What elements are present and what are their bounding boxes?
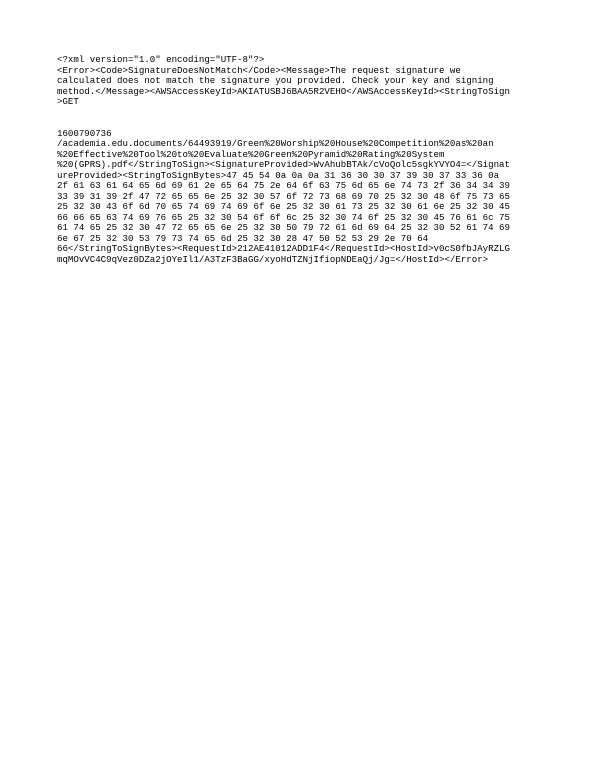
text-line: 61 74 65 25 32 30 47 72 65 65 6e 25 32 30 50 79 72 61 6d 69 64 25 32 30 52 61 74 69 <box>57 222 510 233</box>
text-line: 33 39 31 39 2f 47 72 65 65 6e 25 32 30 57 6f 72 73 68 69 70 25 32 30 48 6f 75 73 65 <box>57 190 510 202</box>
text-line: %20(GPRS).pdf</StringToSign><SignatureProvided>WvAhubBTAk/cVoQolc5sgkYVYO4=</Signat <box>57 159 510 170</box>
text-line: calculated does not match the signature you provided. Check your key and signing <box>57 75 494 86</box>
text-line <box>57 118 557 129</box>
text-line <box>57 108 557 119</box>
text-line: >GET <box>57 96 79 107</box>
text-line: <Error><Code>SignatureDoesNotMatch</Code><Message>The request signature we <box>57 64 461 76</box>
text-line: 1600790736 <box>57 127 112 139</box>
text-line: 6e 67 25 32 30 53 79 73 74 65 6d 25 32 30 28 47 50 52 53 29 2e 70 64 <box>57 232 429 244</box>
text-line: 66</StringToSignBytes><RequestId>212AE41012ADD1F4</RequestId><HostId>v0cS0fbJAyRZLG <box>57 243 510 254</box>
xml-error-text <box>57 55 557 265</box>
text-line: /academia.edu.documents/64493919/Green%20Worship%20House%20Competition%20as%20an <box>57 138 494 149</box>
text-line: %20Effective%20Tool%20to%20Evaluate%20Green%20Pyramid%20Rating%20System <box>57 148 445 160</box>
text-line: mqMOvVC4C9qVez0DZa2jOYeIl1/A3TzF3BaGG/xyoHdTZNjIfiopNDEaQj/Jg=</HostId></Error> <box>57 253 489 265</box>
text-line: 25 32 30 43 6f 6d 70 65 74 69 74 69 6f 6e 25 32 30 61 73 25 32 30 61 6e 25 32 30 45 <box>57 201 510 212</box>
text-line: <?xml version="1.0" encoding="UTF-8"?> <box>57 54 265 65</box>
text-line: ureProvided><StringToSignBytes>47 45 54 0a 0a 0a 31 36 30 30 37 39 30 37 33 36 0a <box>57 169 500 181</box>
text-line: method.</Message><AWSAccessKeyId>AKIATUSBJ6BAA5R2VEHO</AWSAccessKeyId><StringToSign <box>57 85 510 97</box>
text-line: 66 66 65 63 74 69 76 65 25 32 30 54 6f 6f 6c 25 32 30 74 6f 25 32 30 45 76 61 6c 75 <box>57 211 510 223</box>
text-line: 2f 61 63 61 64 65 6d 69 61 2e 65 64 75 2e 64 6f 63 75 6d 65 6e 74 73 2f 36 34 34 39 <box>57 180 510 191</box>
